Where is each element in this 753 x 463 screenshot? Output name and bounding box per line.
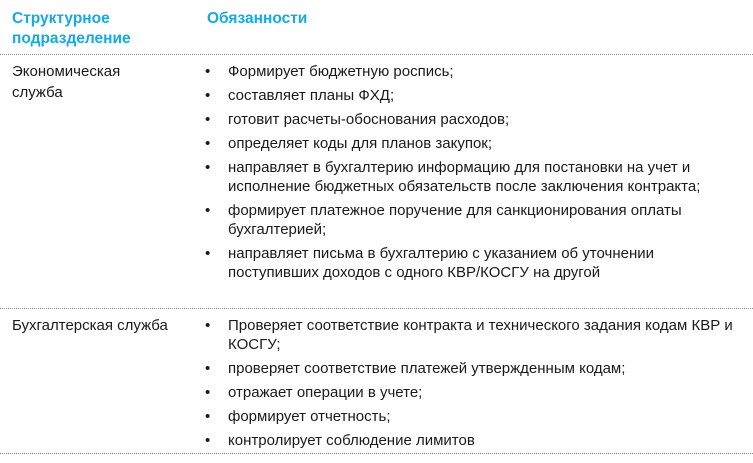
bullet-icon: • (205, 408, 211, 425)
duty-text: контролирует соблюдение лимитов (228, 432, 475, 449)
duty-item (200, 134, 748, 153)
duty-text: определяет коды для планов закупок; (228, 135, 493, 152)
unit-name: Бухгалтерская служба (12, 317, 168, 334)
duty-text: Формирует бюджетную роспись; (228, 63, 454, 80)
bullet-icon: • (205, 360, 211, 377)
duty-item (200, 244, 748, 282)
duty-item (200, 359, 748, 378)
duty-item (200, 201, 748, 239)
duty-item (200, 407, 748, 426)
duty-text: готовит расчеты-обоснования расходов; (228, 111, 510, 128)
bullet-icon: • (205, 384, 211, 401)
bullet-icon: • (205, 317, 211, 334)
unit-name: Экономическая служба (12, 63, 121, 101)
duty-text: Проверяет соответствие контракта и технического задания кодам КВР и КОСГУ; (228, 317, 733, 353)
duty-text: отражает операции в учете; (228, 384, 423, 401)
header-unit: Структурное подразделение (12, 10, 131, 47)
table-header (0, 0, 753, 55)
table-row-economic-service (0, 56, 753, 309)
duties-list (200, 62, 748, 287)
bullet-icon: • (205, 432, 211, 449)
header-duties: Обязанности (207, 10, 308, 27)
duty-text: направляет в бухгалтерию информацию для постановки на учет и исполнение бюджетных обязательств после заключения контракта; (228, 159, 701, 195)
bullet-icon: • (205, 135, 211, 152)
table-row-accounting-service (0, 310, 753, 454)
bullet-icon: • (205, 159, 211, 176)
duty-item (200, 431, 748, 450)
duty-item (200, 62, 748, 81)
bullet-icon: • (205, 202, 211, 219)
duty-item (200, 86, 748, 105)
bullet-icon: • (205, 245, 211, 262)
duty-item (200, 158, 748, 196)
bullet-icon: • (205, 111, 211, 128)
duty-text: составляет планы ФХД; (228, 87, 395, 104)
duty-text: проверяет соответствие платежей утвержденным кодам; (228, 360, 626, 377)
duty-item (200, 110, 748, 129)
duty-text: формирует платежное поручение для санкционирования оплаты бухгалтерией; (228, 202, 682, 238)
duty-item (200, 383, 748, 402)
duty-text: направляет письма в бухгалтерию с указанием об уточнении поступивших доходов с одного КВР/КОСГУ на другой (228, 245, 655, 281)
bullet-icon: • (205, 63, 211, 80)
duty-text: формирует отчетность; (228, 408, 391, 425)
bullet-icon: • (205, 87, 211, 104)
duty-item (200, 316, 748, 354)
duties-list (200, 316, 748, 455)
